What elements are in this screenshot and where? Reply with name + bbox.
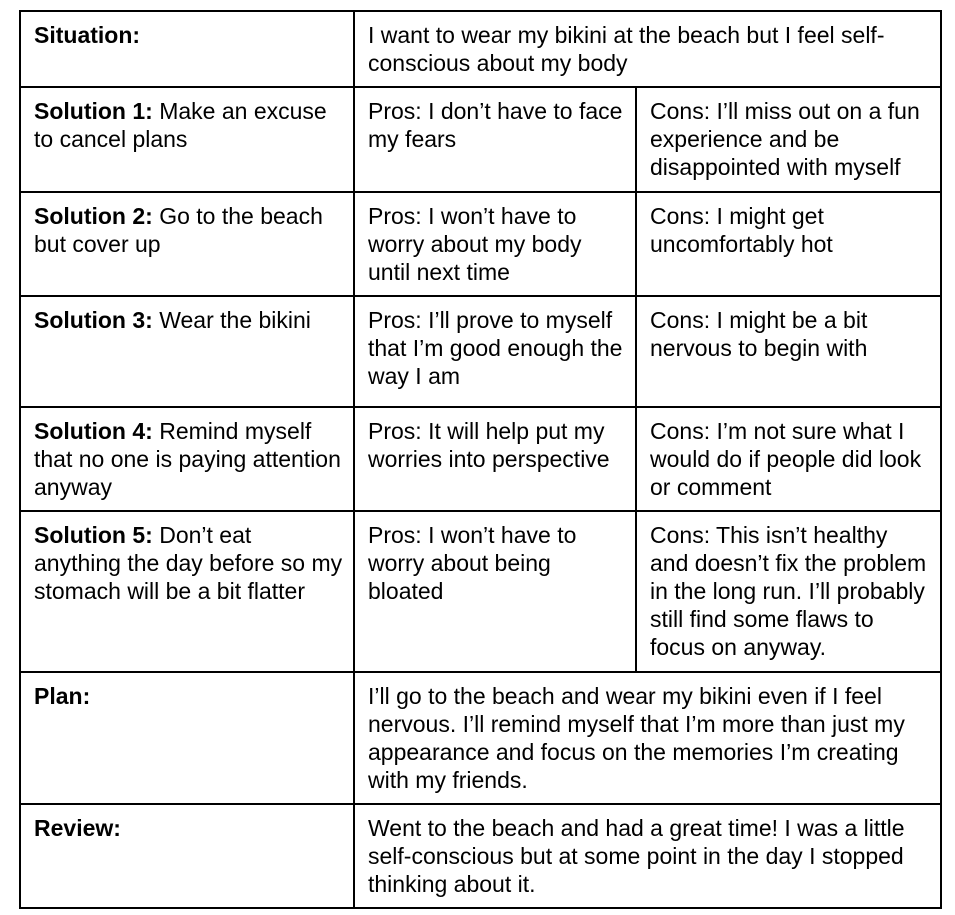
problem-solving-table	[19, 10, 942, 909]
solution-5-cons: Cons: This isn’t healthy and doesn’t fix the problem in the long run. I’ll probably still find some flaws to focus on anyway.	[650, 522, 927, 660]
solution-3-pros-cell	[354, 296, 636, 407]
solution-4-desc: Remind myself that no one is paying attention anyway	[34, 418, 341, 500]
solution-4-cons-cell	[636, 407, 941, 511]
solution-5-pros: Pros: I won’t have to worry about being bloated	[368, 522, 577, 604]
situation-label: Situation:	[34, 22, 141, 48]
solution-1-row	[20, 87, 941, 192]
review-row	[20, 804, 941, 908]
situation-label-cell	[20, 11, 354, 87]
solution-4-row	[20, 407, 941, 511]
solution-3-cons: Cons: I might be a bit nervous to begin with	[650, 307, 868, 361]
solution-2-cons-cell	[636, 192, 941, 296]
solution-1-cons-cell	[636, 87, 941, 192]
solution-1-pros: Pros: I don’t have to face my fears	[368, 98, 623, 152]
solution-1-label-cell	[20, 87, 354, 192]
solution-5-desc: Don’t eat anything the day before so my stomach will be a bit flatter	[34, 522, 343, 604]
solution-4-label-cell	[20, 407, 354, 511]
solution-2-pros-cell	[354, 192, 636, 296]
solution-1-pros-cell	[354, 87, 636, 192]
solution-4-pros: Pros: It will help put my worries into perspective	[368, 418, 610, 472]
review-text: Went to the beach and had a great time! I was a little self-conscious but at some point in the day I stopped thinking about it.	[368, 815, 905, 897]
plan-text-cell	[354, 672, 941, 804]
solution-5-label-cell	[20, 511, 354, 672]
situation-text: I want to wear my bikini at the beach but I feel self-conscious about my body	[368, 22, 885, 76]
solution-3-label: Solution 3:	[34, 307, 153, 333]
solution-2-pros: Pros: I won’t have to worry about my body until next time	[368, 203, 582, 285]
review-text-cell	[354, 804, 941, 908]
plan-label-cell	[20, 672, 354, 804]
solution-2-row	[20, 192, 941, 296]
solution-4-pros-cell	[354, 407, 636, 511]
situation-row	[20, 11, 941, 87]
solution-5-row	[20, 511, 941, 672]
solution-5-pros-cell	[354, 511, 636, 672]
solution-4-label: Solution 4:	[34, 418, 153, 444]
review-label: Review:	[34, 815, 121, 841]
review-label-cell	[20, 804, 354, 908]
solution-4-cons: Cons: I’m not sure what I would do if people did look or comment	[650, 418, 922, 500]
solution-3-row	[20, 296, 941, 407]
solution-3-desc: Wear the bikini	[159, 307, 311, 333]
solution-5-label: Solution 5:	[34, 522, 153, 548]
solution-5-cons-cell	[636, 511, 941, 672]
solution-1-label: Solution 1:	[34, 98, 153, 124]
solution-2-label: Solution 2:	[34, 203, 153, 229]
solution-1-desc: Make an excuse to cancel plans	[34, 98, 327, 152]
solution-1-cons: Cons: I’ll miss out on a fun experience and be disappointed with myself	[650, 98, 920, 180]
solution-3-pros: Pros: I’ll prove to myself that I’m good enough the way I am	[368, 307, 623, 389]
plan-text: I’ll go to the beach and wear my bikini even if I feel nervous. I’ll remind myself that I’m more than just my appearance and focus on the memories I’m creating with my friends.	[368, 683, 905, 793]
solution-3-label-cell	[20, 296, 354, 407]
plan-row	[20, 672, 941, 804]
plan-label: Plan:	[34, 683, 91, 709]
solution-2-cons: Cons: I might get uncomfortably hot	[650, 203, 833, 257]
solution-2-desc: Go to the beach but cover up	[34, 203, 323, 257]
solution-3-cons-cell	[636, 296, 941, 407]
situation-text-cell	[354, 11, 941, 87]
solution-2-label-cell	[20, 192, 354, 296]
